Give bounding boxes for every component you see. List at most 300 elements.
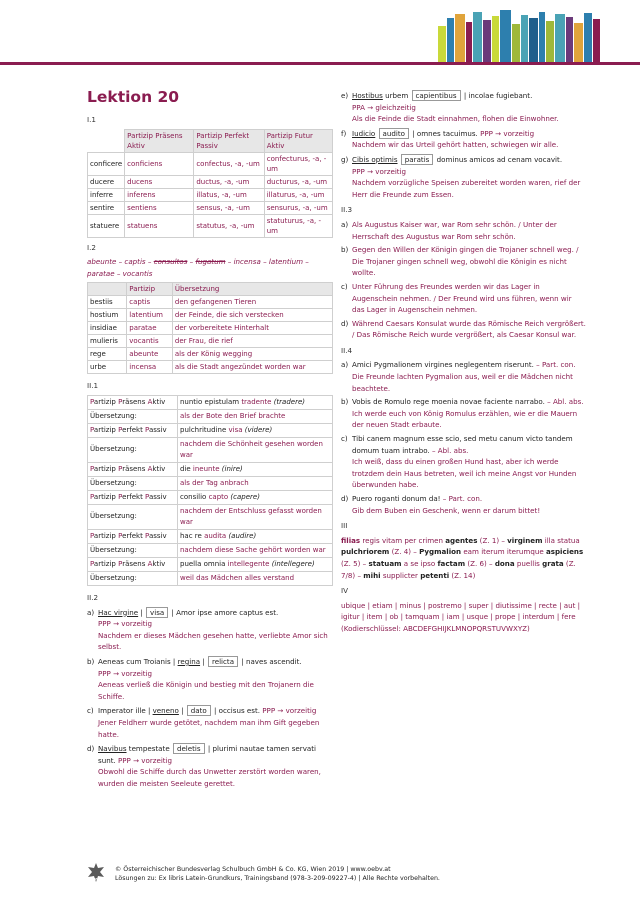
label-rest: räsens	[122, 559, 148, 568]
initial-letter: P	[145, 492, 149, 501]
exercise-iv-words: ubique | etiam | minus | postremo | super | diutissime | recte | aut | igitur | item | ob | tamquam | iam | usque | prope | interdum | fere	[341, 600, 581, 622]
table-row	[88, 335, 333, 348]
translation: Als Augustus Kaiser war, war Rom sehr schön. / Unter der Herrschaft des Augustus war Rom sehr schön.	[352, 219, 557, 241]
label-rest: erfekt	[122, 492, 146, 501]
translation-cell: nachdem der Entschluss gefasst worden war	[178, 504, 333, 529]
table-cell: bestiis	[88, 296, 127, 309]
table-row	[88, 504, 333, 529]
table-cell: incensa	[127, 361, 173, 374]
initial-letter: P	[118, 425, 123, 434]
exercise-item	[341, 90, 586, 125]
item-letter: a)	[341, 360, 349, 370]
table-cell: confectus, -a, -um	[194, 152, 264, 175]
latin-text: hac re	[180, 531, 205, 540]
word-separator: –	[187, 257, 196, 267]
exercise-item	[341, 359, 586, 394]
table-header-cell: Partizip Präsens Aktiv	[125, 129, 194, 152]
table-header-cell: Partizip Futur Aktiv	[264, 129, 332, 152]
book-spine	[438, 26, 446, 62]
participle-type: PPA → gleichzeitig	[352, 102, 416, 112]
participle-type: PPP → vorzeitig	[352, 166, 407, 176]
latin-sentence	[352, 433, 586, 456]
infinitive: (videre)	[242, 425, 273, 434]
table-cell: insidiae	[88, 322, 127, 335]
latin-text: (Z. 4) –	[389, 547, 420, 557]
row-label: Übersetzung:	[88, 476, 178, 490]
translation-cell: nachdem die Schönheit gesehen worden war	[178, 437, 333, 462]
book-spine	[447, 18, 454, 62]
row-label	[88, 395, 178, 409]
latin-text: (Z. 5) –	[341, 558, 369, 568]
table-cell: ductus, -a, -um	[194, 175, 264, 188]
table-cell: paratae	[127, 322, 173, 335]
latin-text: puella omnia	[180, 559, 228, 568]
exercise-item	[341, 396, 586, 431]
latin-text: | omnes tacuimus.	[410, 128, 478, 138]
table-row	[88, 348, 333, 361]
row-label	[88, 529, 178, 543]
infinitive: (audire)	[226, 531, 257, 540]
translation: Die Freunde lachten Pygmalion aus, weil er die Mädchen nicht beachtete.	[352, 372, 573, 393]
exercise-item	[87, 743, 333, 789]
item-letter: f)	[341, 128, 347, 138]
construction-type: – Abl. abs.	[429, 445, 469, 455]
table-row	[88, 423, 333, 437]
label-rest: räsens	[122, 464, 148, 473]
label-rest: assiv	[148, 531, 167, 540]
table-header-cell: Partizip	[127, 283, 173, 296]
table-header-cell: Partizip Perfekt Passiv	[194, 129, 264, 152]
construction-type: – Part. con.	[440, 494, 483, 503]
underlined-noun: Navibus	[98, 744, 127, 754]
item-body	[352, 396, 586, 431]
latin-text: Tibi canem magnum esse scio, sed metu canum victo tandem domum tuam intrabo.	[352, 434, 573, 455]
latin-sentence	[98, 743, 333, 766]
table-cell: der vorbereitete Hinterhalt	[172, 322, 332, 335]
section-i2-label: I.2	[87, 242, 96, 252]
participle: virginem	[507, 535, 543, 545]
item-letter: b)	[341, 397, 349, 407]
item-letter: c)	[87, 706, 94, 716]
latin-text: | occisus est.	[211, 706, 261, 716]
table-row	[88, 296, 333, 309]
participle-type: PPP → vorzeitig	[262, 706, 317, 716]
boxed-participle: relicta	[208, 656, 238, 667]
latin-text	[398, 155, 400, 164]
participle-type: PPP → vorzeitig	[480, 128, 535, 138]
initial-letter: P	[118, 492, 123, 501]
label-rest: assiv	[148, 492, 167, 501]
word-separator: –	[114, 268, 123, 278]
table-cell: conficere	[88, 152, 125, 175]
latin-text: supplicter	[380, 570, 421, 580]
row-label: Übersetzung:	[88, 543, 178, 557]
participle: dona	[494, 558, 515, 568]
table-row	[88, 571, 333, 585]
table-cell: vocantis	[127, 335, 173, 348]
latin-sentence: Hac virgine | visa | Amor ipse amore captus est.	[98, 607, 279, 617]
table-cell: als die Stadt angezündet worden war	[172, 361, 332, 374]
underlined-noun: Hostibus	[352, 91, 383, 100]
exercise-iii-text	[341, 535, 586, 581]
table-cell: statutus, -a, -um	[194, 214, 264, 237]
item-body	[352, 493, 586, 516]
table-row	[88, 152, 333, 175]
latin-text: pulchritudine	[180, 425, 229, 434]
row-label	[88, 423, 178, 437]
initial-letter: P	[145, 425, 149, 434]
underlined-noun: Cibis optimis	[352, 154, 398, 164]
participle: capto	[208, 492, 229, 501]
item-body	[98, 705, 333, 740]
table-row	[88, 543, 333, 557]
table-row	[88, 476, 333, 490]
word-option: latentium	[268, 257, 304, 267]
translation: Gegen den Willen der Königin gingen die Trojaner schnell weg. / Die Trojaner gingen schnell weg, obwohl die Königin es nicht wollte.	[352, 245, 579, 278]
initial-letter: P	[90, 425, 94, 434]
exercise-ii4-list	[341, 359, 586, 516]
book-spine	[483, 20, 491, 62]
table-cell: conficiens	[125, 152, 194, 175]
word-separator: –	[145, 257, 154, 267]
table-cell: illaturus, -a, -um	[264, 188, 332, 201]
participle: visa	[228, 425, 243, 434]
table-row	[88, 529, 333, 543]
underlined-noun: Hac virgine	[98, 607, 139, 617]
item-letter: d)	[87, 744, 95, 754]
latin-text: urbem	[382, 91, 411, 100]
boxed-participle: visa	[146, 607, 168, 618]
latin-text: (Z. 1) –	[477, 535, 508, 545]
item-body	[352, 359, 586, 394]
table-cell: confecturus, -a, -um	[264, 152, 332, 175]
page-title: Lektion 20	[87, 88, 180, 106]
item-letter: g)	[341, 154, 349, 164]
latin-text: | Amor ipse amore captus est.	[169, 607, 279, 617]
book-spine	[466, 22, 472, 62]
header-books	[0, 0, 640, 70]
latin-text: a se ipso	[401, 558, 438, 568]
latin-sentence: Aeneas cum Troianis | regina | relicta | naves ascendit.	[98, 656, 302, 666]
underlined-noun: regina	[177, 656, 201, 666]
exercise-item	[341, 154, 586, 200]
latin-cell	[178, 395, 333, 409]
book-spine	[473, 12, 482, 62]
table-cell: sensurus, -a, -um	[264, 201, 332, 214]
table-cell: inferens	[125, 188, 194, 201]
participle: agentes	[445, 535, 478, 545]
exercise-ii2-continued	[341, 90, 586, 200]
table-row	[88, 490, 333, 504]
exercise-item	[341, 433, 586, 491]
latin-text: regis vitam per crimen	[360, 535, 446, 545]
table-cell: ducturus, -a, -um	[264, 175, 332, 188]
word-separator: –	[303, 257, 309, 267]
initial-letter: P	[90, 397, 94, 406]
label-rest: artizip	[93, 492, 119, 501]
underlined-noun: veneno	[152, 706, 179, 716]
table-row	[88, 462, 333, 476]
row-label: Übersetzung:	[88, 437, 178, 462]
label-rest: räsens	[122, 397, 148, 406]
table-row	[88, 361, 333, 374]
table-cell: sentire	[88, 201, 125, 214]
translation: Aeneas verließ die Königin und bestieg mit den Trojanern die Schiffe.	[98, 680, 314, 701]
latin-text: eam iterum iterumque	[461, 547, 546, 557]
table-row	[88, 395, 333, 409]
row-label	[88, 462, 178, 476]
book-spine	[500, 10, 511, 62]
exercise-item	[341, 493, 586, 516]
item-body	[98, 607, 333, 653]
latin-text: Imperator ille |	[98, 706, 153, 716]
initial-letter: P	[90, 559, 94, 568]
table-row	[88, 309, 333, 322]
latin-text: | naves ascendit.	[239, 656, 302, 666]
initial-letter: P	[118, 397, 123, 406]
item-letter: b)	[341, 245, 349, 255]
book-spine	[566, 17, 573, 62]
participle: petenti	[420, 570, 450, 580]
word-option: incensa	[233, 257, 261, 267]
item-letter: c)	[341, 434, 348, 444]
infinitive: (intellegere)	[269, 559, 315, 568]
book-spine	[512, 24, 520, 62]
exercise-item	[341, 281, 586, 316]
exercise-ii2-list	[87, 607, 333, 790]
word-option: abeunte	[87, 257, 117, 267]
word-separator: –	[260, 257, 269, 267]
header-rule	[0, 62, 640, 65]
word-option: vocantis	[122, 268, 153, 278]
exercise-ii3-list	[341, 219, 586, 341]
latin-text: (Z. 7/8) –	[341, 558, 576, 580]
section-ii4-label: II.4	[341, 345, 353, 355]
table-row	[88, 437, 333, 462]
word-separator: –	[116, 257, 125, 267]
exercise-item	[341, 128, 586, 151]
row-label	[88, 490, 178, 504]
latin-sentence	[352, 90, 586, 102]
word-option: consultos	[153, 257, 188, 267]
translation: Während Caesars Konsulat wurde das Römische Reich vergrößert. / Das Römische Reich wurde vergrößert, als Caesar Konsul war.	[352, 318, 586, 340]
latin-cell	[178, 557, 333, 571]
construction-type: – Abl. abs.	[544, 397, 584, 407]
item-body	[98, 743, 333, 789]
table-cell: ducens	[125, 175, 194, 188]
table-cell: mulieris	[88, 335, 127, 348]
latin-text: (Z. 14)	[449, 570, 476, 580]
boxed-participle: paratis	[401, 154, 434, 165]
participle-type: PPP → vorzeitig	[118, 755, 173, 765]
label-rest: erfekt	[122, 531, 146, 540]
latin-cell	[178, 490, 333, 504]
table-cell: rege	[88, 348, 127, 361]
exercise-item	[341, 244, 586, 279]
initial-letter: A	[147, 464, 153, 473]
participle: tradente	[241, 397, 272, 406]
latin-sentence: Imperator ille | veneno | dato | occisus est. PPP → vorzeitig	[98, 706, 317, 716]
translation: Ich werde euch von König Romulus erzählen, wie er die Mauern der neuen Stadt erbaute.	[352, 408, 578, 430]
footer-note: Lösungen zu: Ex libris Latein-Grundkurs, Trainingsband (978-3-209-09227-4) | Alle Rechte vorbehalten.	[115, 875, 440, 883]
label-rest: artizip	[93, 464, 119, 473]
infinitive: (tradere)	[271, 397, 306, 406]
books-illustration	[0, 0, 640, 70]
table-cell: illatus, -a, -um	[194, 188, 264, 201]
table-header-cell: Übersetzung	[172, 283, 332, 296]
item-letter: a)	[341, 219, 349, 229]
label-rest: artizip	[93, 425, 119, 434]
exercise-item	[341, 219, 586, 242]
latin-text: Vobis de Romulo rege moenia novae faciente narrabo.	[352, 397, 545, 407]
table-row	[88, 409, 333, 423]
row-label	[88, 557, 178, 571]
item-letter: d)	[341, 318, 349, 328]
exercise-iv-key: (Kodierschlüssel: ABCDEFGHIJKLMNOPQRSTUVWXYZ)	[341, 623, 530, 633]
item-letter: e)	[341, 91, 349, 100]
translation: Nachdem vorzügliche Speisen zubereitet worden waren, rief der Herr die Freunde zum Essen.	[352, 178, 581, 199]
table-cell: inferre	[88, 188, 125, 201]
latin-sentence	[352, 128, 586, 140]
translation: Obwohl die Schiffe durch das Unwetter zerstört worden waren, wurden die meisten Seeleute gerettet.	[98, 767, 321, 788]
translation-cell: weil das Mädchen alles verstand	[178, 571, 333, 585]
table-cell: statuens	[125, 214, 194, 237]
table-row	[88, 175, 333, 188]
section-ii1-label: II.1	[87, 381, 99, 391]
label-rest: ktiv	[152, 397, 166, 406]
translation: Nachdem wir das Urteil gehört hatten, schwiegen wir alle.	[352, 140, 559, 150]
table-cell: sentiens	[125, 201, 194, 214]
table-cell: der Feinde, die sich verstecken	[172, 309, 332, 322]
table-cell: hostium	[88, 309, 127, 322]
table-row	[88, 201, 333, 214]
latin-text: consilio	[180, 492, 209, 501]
translation-cell: als der Bote den Brief brachte	[178, 409, 333, 423]
label-rest: assiv	[148, 425, 167, 434]
exercise-item	[341, 318, 586, 341]
latin-text: tempestate	[126, 744, 172, 754]
initial-letter: P	[118, 531, 123, 540]
participle: filias	[341, 535, 361, 545]
word-option: fugatum	[195, 257, 226, 267]
table-cell: sensus, -a, -um	[194, 201, 264, 214]
section-ii2-label: II.2	[87, 592, 99, 602]
item-letter: b)	[87, 656, 95, 666]
section-ii3-label: II.3	[341, 205, 353, 215]
item-letter: a)	[87, 607, 95, 617]
exercise-item	[87, 705, 333, 740]
item-body	[98, 656, 333, 702]
participle: aspiciens	[545, 547, 584, 557]
latin-text	[375, 129, 377, 138]
publisher-logo-text: öbv	[89, 877, 100, 883]
table-cell: der Frau, die rief	[172, 335, 332, 348]
item-body	[352, 128, 586, 151]
participle: grata	[542, 558, 564, 568]
infinitive: (capere)	[228, 492, 260, 501]
latin-text: (Z. 6) –	[465, 558, 495, 568]
table-header-cell	[88, 129, 125, 152]
label-rest: artizip	[93, 531, 119, 540]
footer-copyright: © Österreichischer Bundesverlag Schulbuch GmbH & Co. KG, Wien 2019 | www.oebv.at	[115, 866, 391, 873]
table-cell: latentium	[127, 309, 173, 322]
initial-letter: P	[145, 531, 149, 540]
translation: Als die Feinde die Stadt einnahmen, flohen die Einwohner.	[352, 114, 559, 124]
section-iv-label: IV	[341, 586, 349, 596]
latin-sentence	[352, 359, 586, 371]
book-spine	[584, 13, 592, 62]
latin-text: Puero roganti donum da!	[352, 494, 441, 503]
latin-text: die	[180, 464, 193, 473]
exercise-item	[87, 607, 333, 653]
section-iii-label: III	[341, 521, 348, 531]
latin-text: Amici Pygmalionem virgines neglegentem riserunt.	[352, 360, 534, 370]
exercise-item	[87, 656, 333, 702]
latin-text: | incolae fugiebant.	[461, 91, 533, 100]
latin-text: nuntio epistulam	[180, 397, 242, 406]
latin-cell	[178, 462, 333, 476]
underlined-noun: Iudicio	[352, 128, 376, 138]
item-body	[352, 90, 586, 125]
boxed-participle: dato	[187, 705, 211, 716]
boxed-participle: audito	[379, 128, 409, 139]
table-row	[88, 188, 333, 201]
book-spine	[546, 21, 554, 62]
translation: Nachdem er dieses Mädchen gesehen hatte, verliebte Amor sich selbst.	[98, 630, 328, 652]
latin-text: illa statua	[542, 535, 580, 545]
book-spine	[529, 18, 538, 62]
item-letter: d)	[341, 494, 349, 503]
latin-text: dominus amicos ad cenam vocavit.	[434, 154, 563, 164]
participle: statuam	[368, 558, 402, 568]
initial-letter: P	[118, 559, 123, 568]
table-row	[88, 214, 333, 237]
translation: Ich weiß, dass du einen großen Hund hast, aber ich werde trotzdem dein Haus betreten, weil ich meine Angst vor Hunden überwunden habe.	[352, 457, 577, 490]
row-label: Übersetzung:	[88, 571, 178, 585]
label-rest: ktiv	[152, 464, 166, 473]
book-spine	[455, 14, 465, 62]
latin-text: puellis	[514, 558, 543, 568]
initial-letter: P	[118, 464, 123, 473]
boxed-participle: capientibus	[412, 90, 461, 101]
item-body	[352, 433, 586, 491]
latin-sentence	[352, 493, 586, 505]
initial-letter: A	[147, 559, 153, 568]
participle: intellegente	[227, 559, 270, 568]
word-option: paratae	[87, 268, 115, 278]
participle: mihi	[363, 570, 381, 580]
word-list	[87, 256, 333, 279]
word-option: captis	[124, 257, 146, 267]
item-letter: c)	[341, 281, 348, 291]
latin-sentence	[352, 396, 586, 408]
translation-cell: als der Tag anbrach	[178, 476, 333, 490]
book-spine	[555, 14, 565, 62]
translation: Jener Feldherr wurde getötet, nachdem man ihm Gift gegeben hatte.	[98, 717, 320, 739]
participle: Pygmalion	[419, 547, 462, 557]
latin-cell	[178, 423, 333, 437]
initial-letter: A	[147, 397, 153, 406]
latin-text: Aeneas cum Troianis |	[98, 656, 178, 666]
table-ii1	[87, 395, 333, 586]
table-cell: captis	[127, 296, 173, 309]
participle-type: PPP → vorzeitig	[98, 619, 153, 629]
latin-cell	[178, 529, 333, 543]
initial-letter: P	[90, 492, 94, 501]
book-spine	[539, 12, 545, 62]
table-cell: als der König wegging	[172, 348, 332, 361]
construction-type: – Part. con.	[533, 360, 576, 370]
